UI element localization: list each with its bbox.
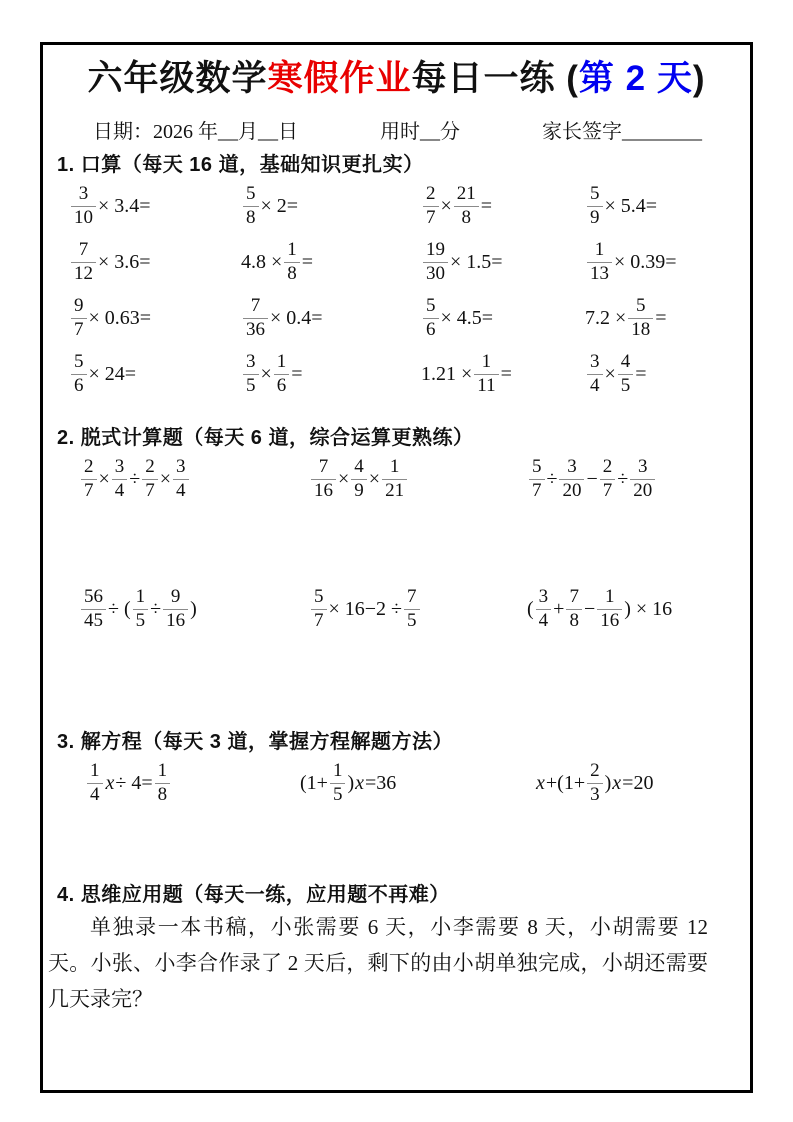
- fraction: $\frac{1}{16}$: [597, 587, 622, 631]
- fraction: $\frac{9}{7}$: [71, 296, 87, 340]
- calc-problem-6: ( $\frac{3}{4}$ + $\frac{7}{8}$ − $\frac{1}{16}$ ) × 16: [527, 585, 673, 631]
- fraction: $\frac{1}{5}$: [133, 587, 149, 631]
- calc-problem-3: $\frac{5}{7}$ ÷ $\frac{3}{20}$ − $\frac{2}{7}$ ÷ $\frac{3}{20}$: [527, 450, 741, 508]
- fraction: $\frac{7}{16}$: [311, 457, 336, 501]
- fraction: $\frac{3}{4}$: [587, 352, 603, 396]
- fraction: $\frac{5}{6}$: [71, 352, 87, 396]
- oral-problem-8: $\frac{1}{13}$ × 0.39=: [585, 234, 741, 290]
- section-2-heading: 2. 脱式计算题（每天 6 道，综合运算更熟练）: [57, 427, 474, 449]
- page-title: [43, 51, 750, 101]
- fraction: $\frac{1}{13}$: [587, 240, 612, 284]
- fraction: $\frac{1}{11}$: [474, 352, 498, 396]
- fraction: $\frac{56}{45}$: [81, 587, 106, 631]
- calc-problems-row-1: [79, 450, 741, 508]
- fraction: $\frac{1}{6}$: [274, 352, 290, 396]
- fraction: $\frac{1}{5}$: [330, 761, 346, 805]
- fraction: $\frac{3}{5}$: [243, 352, 259, 396]
- meta-line: [93, 115, 702, 144]
- oral-problem-1: $\frac{3}{10}$ × 3.4=: [69, 178, 241, 234]
- oral-problem-10: $\frac{7}{36}$ × 0.4=: [241, 290, 421, 346]
- fraction: $\frac{4}{5}$: [618, 352, 634, 396]
- fraction: $\frac{2}{3}$: [587, 761, 603, 805]
- title-winter-homework: 寒假作业: [267, 59, 412, 98]
- fraction: $\frac{4}{9}$: [351, 457, 367, 501]
- fraction: $\frac{3}{10}$: [71, 184, 96, 228]
- fraction: $\frac{3}{4}$: [173, 457, 189, 501]
- fraction: $\frac{7}{8}$: [566, 587, 582, 631]
- oral-problem-12: 7.2 × $\frac{5}{18}$ =: [585, 294, 667, 340]
- section-3-heading: 3. 解方程（每天 3 道，掌握方程解题方法）: [57, 731, 453, 753]
- oral-problem-13: $\frac{5}{6}$ × 24=: [69, 346, 241, 402]
- oral-problem-11: $\frac{5}{6}$ × 4.5=: [421, 290, 585, 346]
- title-day-number: 第 2 天: [578, 59, 693, 98]
- fraction: $\frac{7}{12}$: [71, 240, 96, 284]
- oral-problem-15: 1.21 × $\frac{1}{11}$ =: [421, 350, 512, 396]
- oral-problem-7: $\frac{19}{30}$ × 1.5=: [421, 234, 585, 290]
- fraction: $\frac{5}{8}$: [243, 184, 259, 228]
- fraction: $\frac{1}{8}$: [284, 240, 300, 284]
- fraction: $\frac{7}{5}$: [404, 587, 420, 631]
- fraction: $\frac{2}{7}$: [142, 457, 158, 501]
- fraction: $\frac{9}{16}$: [163, 587, 188, 631]
- section-1-heading: 1. 口算（每天 16 道，基础知识更扎实）: [57, 154, 424, 176]
- calc-problem-5: $\frac{5}{7}$ × 16−2 ÷ $\frac{7}{5}$: [309, 580, 527, 638]
- title-paren-close: ): [692, 59, 706, 98]
- fraction: $\frac{7}{36}$: [243, 296, 268, 340]
- fraction: $\frac{2}{7}$: [81, 457, 97, 501]
- fraction: $\frac{1}{4}$: [87, 761, 103, 805]
- date-field: 日期：2026 年__月__日: [93, 121, 298, 143]
- calc-problem-1: $\frac{2}{7}$ × $\frac{3}{4}$ ÷ $\frac{2}{7}$ × $\frac{3}{4}$: [79, 450, 309, 508]
- fraction: $\frac{3}{20}$: [559, 457, 584, 501]
- equation-problem-2: (1+ $\frac{1}{5}$ ) x =36: [300, 759, 397, 805]
- fraction: $\frac{5}{7}$: [311, 587, 327, 631]
- oral-problem-5: $\frac{7}{12}$ × 3.6=: [69, 234, 241, 290]
- worksheet-border-frame: [40, 42, 753, 1093]
- title-grade-subject: 六年级数学: [87, 59, 268, 98]
- title-paren-open: (: [555, 59, 579, 98]
- calc-problem-2: $\frac{7}{16}$ × $\frac{4}{9}$ × $\frac{1}{21}$: [309, 450, 527, 508]
- fraction: $\frac{1}{8}$: [155, 761, 171, 805]
- oral-problem-2: $\frac{5}{8}$ × 2=: [241, 178, 421, 234]
- fraction: $\frac{3}{4}$: [112, 457, 128, 501]
- fraction: $\frac{3}{4}$: [536, 587, 552, 631]
- fraction: $\frac{1}{21}$: [382, 457, 407, 501]
- fraction: $\frac{2}{7}$: [600, 457, 616, 501]
- oral-problem-14: $\frac{3}{5}$ × $\frac{1}{6}$ =: [241, 346, 421, 402]
- fraction: $\frac{5}{6}$: [423, 296, 439, 340]
- fraction: $\frac{5}{18}$: [628, 296, 653, 340]
- calc-problem-4: $\frac{56}{45}$ ÷ ( $\frac{1}{5}$ ÷ $\frac{9}{16}$ ): [79, 580, 309, 638]
- fraction: $\frac{3}{20}$: [630, 457, 655, 501]
- section-4-heading: 4. 思维应用题（每天一练，应用题不再难）: [57, 884, 450, 906]
- equation-problems-row: [85, 755, 741, 811]
- time-spent-field: 用时__分: [380, 121, 460, 143]
- fraction: $\frac{21}{8}$: [454, 184, 479, 228]
- fraction: $\frac{19}{30}$: [423, 240, 448, 284]
- equation-problem-1: $\frac{1}{4}$ x ÷ 4= $\frac{1}{8}$: [85, 755, 300, 811]
- oral-problem-4: $\frac{5}{9}$ × 5.4=: [585, 178, 741, 234]
- oral-problem-3: $\frac{2}{7}$ × $\frac{21}{8}$ =: [421, 178, 585, 234]
- fraction: $\frac{5}{7}$: [529, 457, 545, 501]
- oral-problem-6: 4.8 × $\frac{1}{8}$ =: [241, 238, 314, 284]
- parent-signature-field: 家长签字________: [542, 121, 702, 143]
- fraction: $\frac{5}{9}$: [587, 184, 603, 228]
- title-daily-practice: 每日一练: [411, 59, 556, 98]
- oral-problems-grid: [69, 178, 741, 402]
- calc-problems-row-2: [79, 580, 741, 638]
- fraction: $\frac{2}{7}$: [423, 184, 439, 228]
- oral-problem-16: $\frac{3}{4}$ × $\frac{4}{5}$ =: [585, 346, 741, 402]
- equation-problem-3: x +(1+ $\frac{2}{3}$ ) x =20: [536, 759, 654, 805]
- oral-problem-9: $\frac{9}{7}$ × 0.63=: [69, 290, 241, 346]
- word-problem-text: 单独录一本书稿，小张需要 6 天，小李需要 8 天，小胡需要 12 天。小张、小李合作录了 2 天后，剩下的由小胡单独完成，小胡还需要几天录完？: [48, 915, 708, 1011]
